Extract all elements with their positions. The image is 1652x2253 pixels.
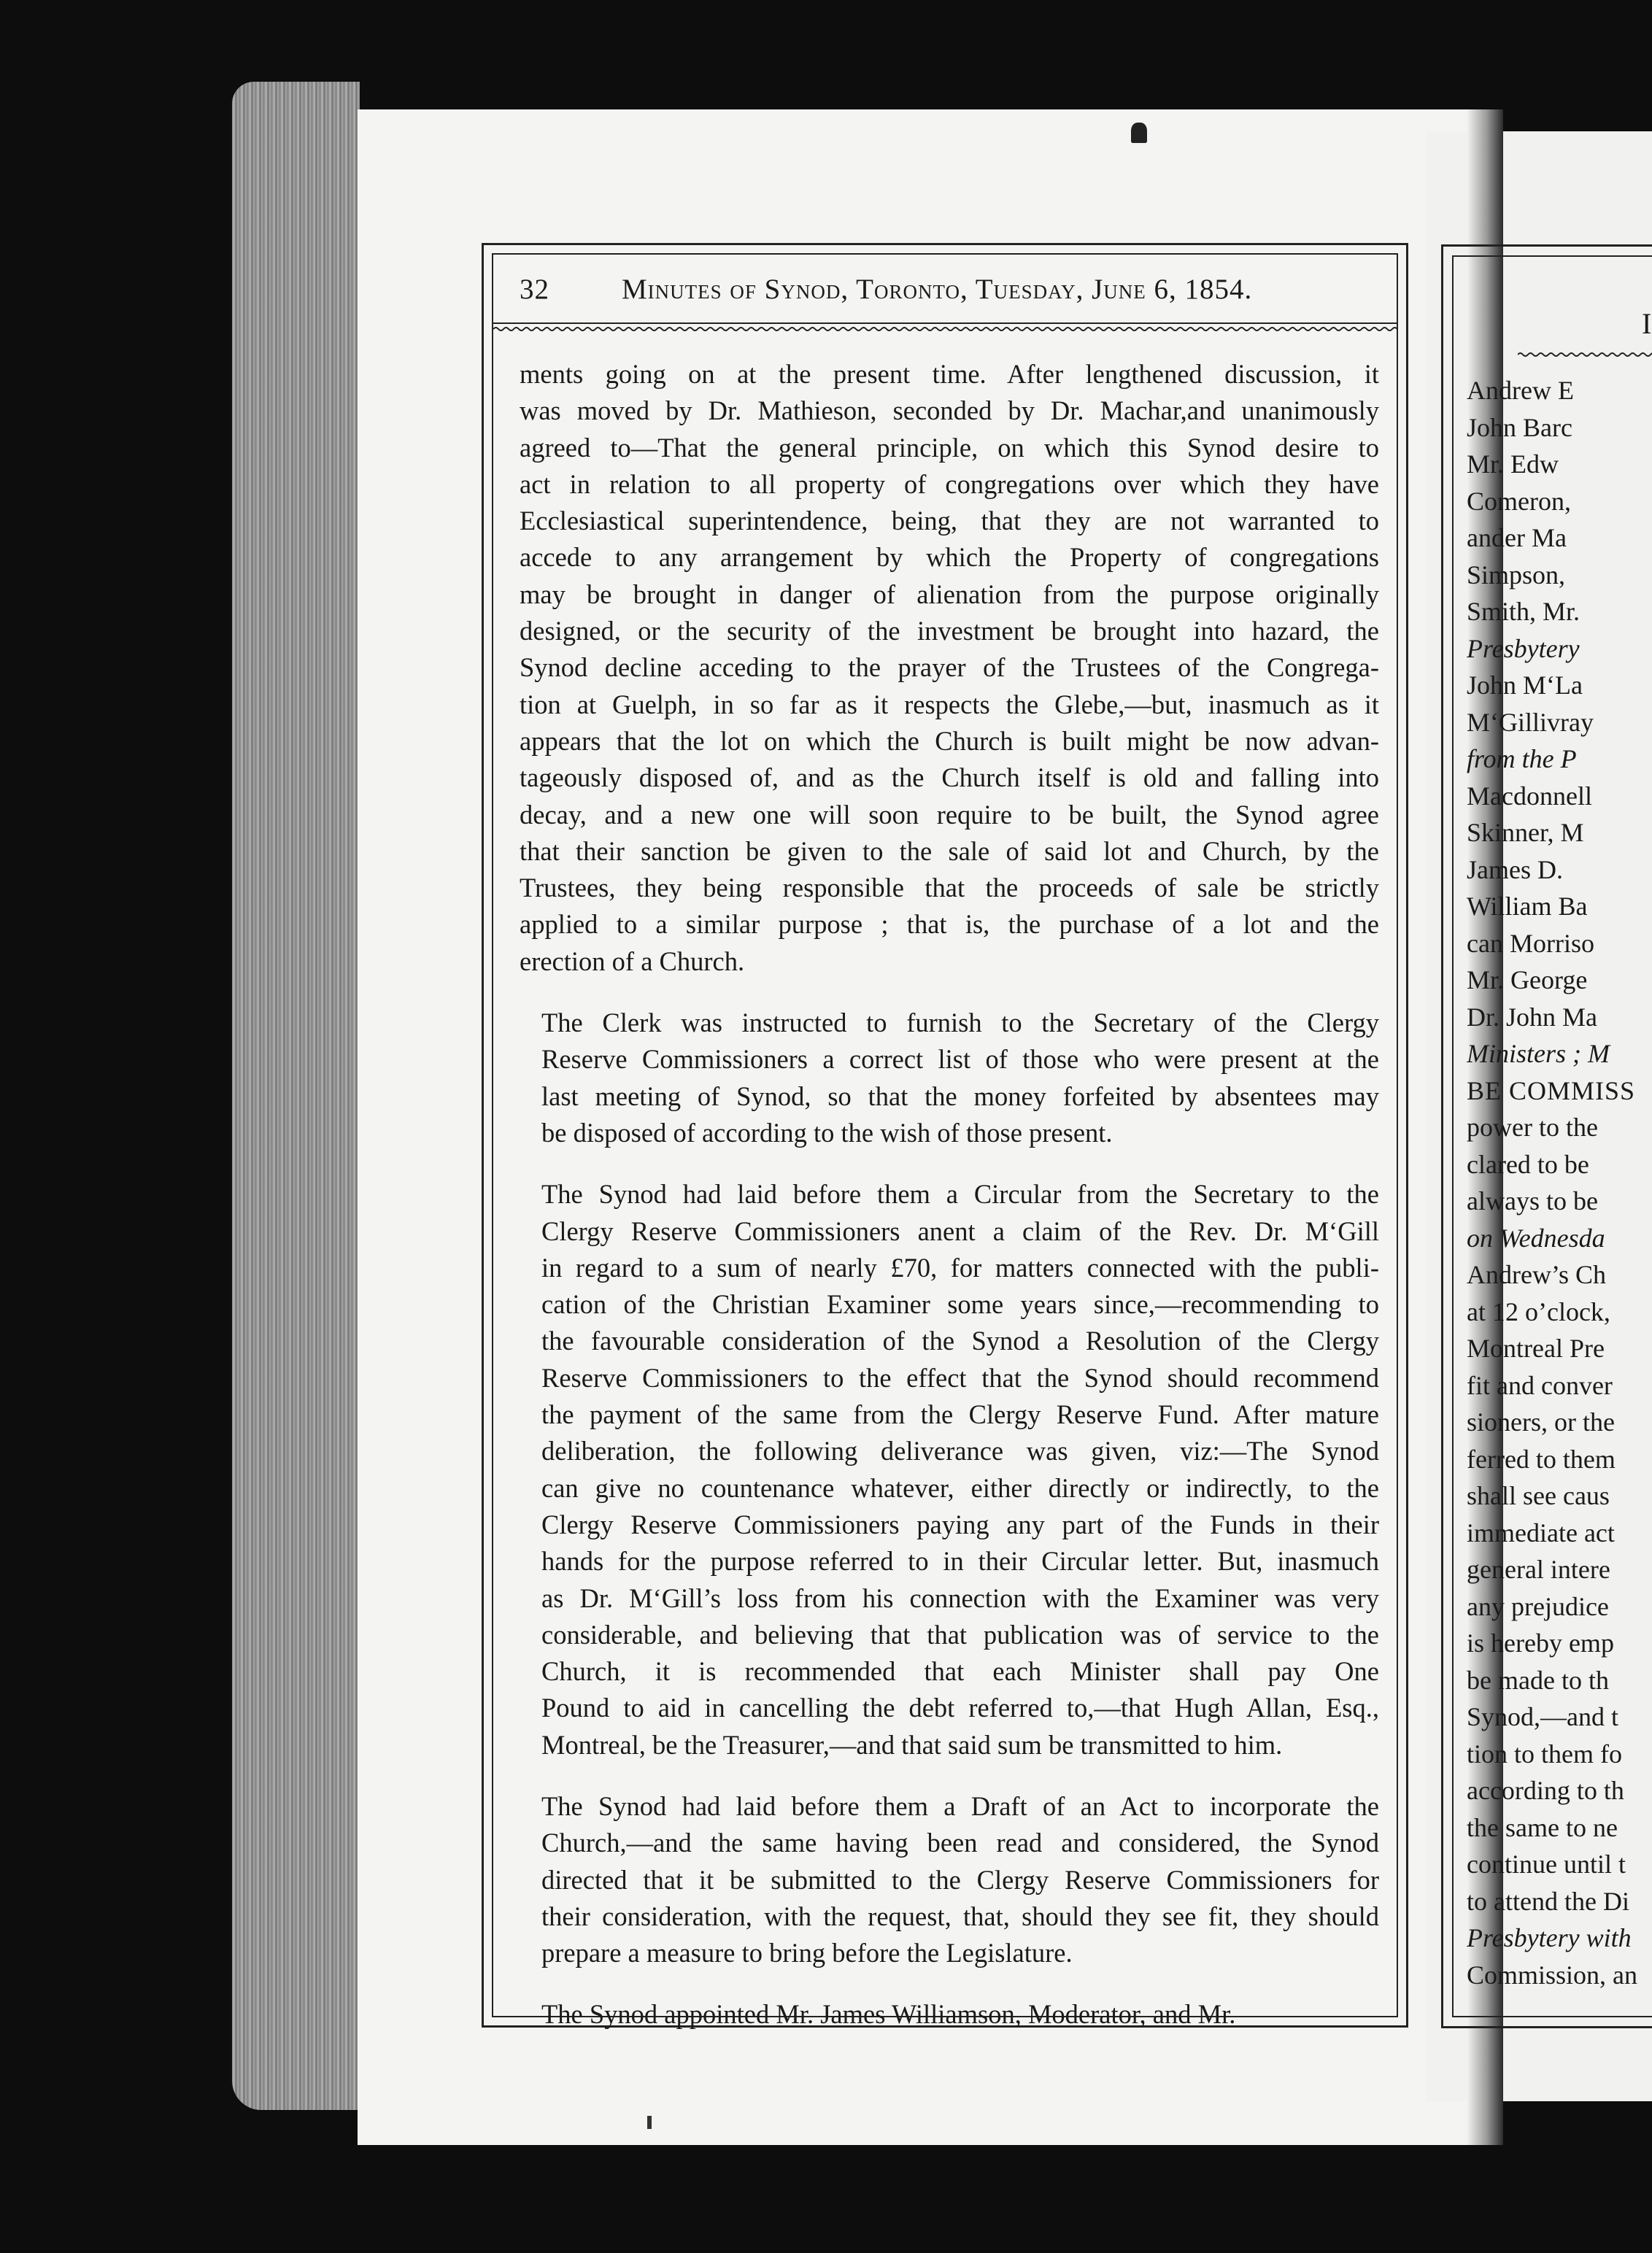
text-line: be disposed of according to the wish of those present. bbox=[541, 1117, 1113, 1148]
right-page-line: Smith, Mr. bbox=[1467, 597, 1580, 626]
right-page-line: John M‘La bbox=[1467, 671, 1583, 700]
right-wavy-rule bbox=[1518, 349, 1652, 360]
ink-blot bbox=[1131, 123, 1147, 143]
text-line: Reserve Commissioners a correct list of those who were present at the bbox=[541, 1044, 1379, 1075]
right-page-line: BE COMMISS bbox=[1467, 1075, 1636, 1105]
body-text bbox=[520, 356, 1379, 2058]
text-line: appears that the lot on which the Church is built might be now advan- bbox=[520, 725, 1379, 756]
text-line: their consideration, with the request, that, should they see fit, they should bbox=[541, 1901, 1379, 1931]
right-page-line: Comeron, bbox=[1467, 486, 1571, 516]
right-page-line: on Wednesda bbox=[1467, 1223, 1605, 1253]
right-page-line: Synod,—and t bbox=[1467, 1702, 1619, 1731]
right-page-line: at 12 o’clock, bbox=[1467, 1296, 1610, 1326]
text-line: Ecclesiastical superintendence, being, that they are not warranted to bbox=[520, 506, 1379, 536]
right-page-line: M‘Gillivray bbox=[1467, 707, 1594, 737]
right-page-line: immediate act bbox=[1467, 1518, 1615, 1547]
text-line: may be brought in danger of alienation from the purpose originally bbox=[520, 579, 1379, 609]
book-page-edges bbox=[232, 82, 360, 2110]
right-page-line: Simpson, bbox=[1467, 560, 1566, 590]
text-line: Trustees, they being responsible that the proceeds of sale be strictly bbox=[520, 873, 1379, 903]
right-page-line: be made to th bbox=[1467, 1665, 1609, 1695]
text-line: The Clerk was instructed to furnish to the Secretary of the Clergy bbox=[541, 1008, 1379, 1038]
text-line: erection of a Church. bbox=[520, 946, 745, 976]
paragraph bbox=[520, 356, 1379, 980]
text-line: prepare a measure to bring before the Legislature. bbox=[541, 1938, 1073, 1968]
text-line: tion at Guelph, in so far as it respects the Glebe,—but, inasmuch as it bbox=[520, 689, 1379, 719]
right-page-line: ander Ma bbox=[1467, 523, 1567, 552]
paragraph bbox=[520, 1005, 1379, 1151]
right-page-line: sioners, or the bbox=[1467, 1407, 1615, 1437]
text-line: Synod decline acceding to the prayer of the Trustees of the Congrega- bbox=[520, 652, 1379, 683]
text-line: Montreal, be the Treasurer,—and that said sum be transmitted to him. bbox=[541, 1729, 1283, 1760]
right-page-line: Macdonnell bbox=[1467, 781, 1592, 811]
right-page-line: general intere bbox=[1467, 1555, 1610, 1584]
ink-speck bbox=[647, 2116, 652, 2129]
page-number: 32 bbox=[520, 274, 549, 305]
right-page-line: John Barc bbox=[1467, 412, 1572, 442]
right-page-line: to attend the Di bbox=[1467, 1886, 1629, 1916]
paragraph bbox=[520, 1788, 1379, 1971]
text-line: agreed to—That the general principle, on which this Synod desire to bbox=[520, 432, 1379, 463]
text-line: Reserve Commissioners to the effect that the Synod should recommend bbox=[541, 1362, 1379, 1393]
text-line: The Synod had laid before them a Draft of an Act to incorporate the bbox=[541, 1790, 1379, 1821]
right-page-line: Andrew E bbox=[1467, 376, 1574, 405]
right-page-text bbox=[1467, 372, 1652, 1993]
right-page-line: Montreal Pre bbox=[1467, 1334, 1605, 1363]
text-line: was moved by Dr. Mathieson, seconded by Dr. Machar,and unanimously bbox=[520, 395, 1379, 426]
text-line: designed, or the security of the investment be brought into hazard, the bbox=[520, 616, 1379, 646]
text-line: directed that it be submitted to the Clergy Reserve Commissioners for bbox=[541, 1864, 1379, 1895]
right-page-head-fragment: I bbox=[1642, 307, 1652, 340]
text-line: Clergy Reserve Commissioners anent a claim of the Rev. Dr. M‘Gill bbox=[541, 1216, 1379, 1246]
text-line: ments going on at the present time. After lengthened discussion, it bbox=[520, 359, 1379, 389]
text-line: considerable, and believing that that publication was of service to the bbox=[541, 1619, 1379, 1650]
text-line: the payment of the same from the Clergy Reserve Fund. After mature bbox=[541, 1399, 1379, 1430]
wavy-rule bbox=[493, 321, 1397, 334]
right-page-line: according to th bbox=[1467, 1776, 1624, 1805]
text-line: Pound to aid in cancelling the debt referred to,—that Hugh Allan, Esq., bbox=[541, 1693, 1379, 1723]
text-line: accede to any arrangement by which the Property of congregations bbox=[520, 542, 1379, 573]
right-page-line: William Ba bbox=[1467, 892, 1588, 921]
text-line: applied to a similar purpose ; that is, the purchase of a lot and the bbox=[520, 909, 1379, 940]
right-page-line: continue until t bbox=[1467, 1850, 1626, 1879]
text-line: act in relation to all property of congregations over which they have bbox=[520, 468, 1379, 499]
right-page-line: Presbytery with bbox=[1467, 1923, 1632, 1952]
right-page-line: any prejudice bbox=[1467, 1591, 1609, 1621]
right-page-line: always to be bbox=[1467, 1186, 1598, 1216]
right-page-line: tion to them fo bbox=[1467, 1739, 1622, 1769]
right-page-line: is hereby emp bbox=[1467, 1628, 1614, 1658]
text-line: Church, it is recommended that each Minister shall pay One bbox=[541, 1656, 1379, 1687]
text-line: Clergy Reserve Commissioners paying any part of the Funds in their bbox=[541, 1509, 1379, 1539]
text-line: as Dr. M‘Gill’s loss from his connection with the Examiner was very bbox=[541, 1582, 1379, 1613]
paragraph bbox=[520, 1996, 1379, 2033]
text-line: The Synod had laid before them a Circular from the Secretary to the bbox=[541, 1179, 1379, 1210]
text-line: can give no countenance whatever, either directly or indirectly, to the bbox=[541, 1472, 1379, 1503]
text-line: that their sanction be given to the sale of said lot and Church, by the bbox=[520, 835, 1379, 866]
text-line: decay, and a new one will soon require to be built, the Synod agree bbox=[520, 799, 1379, 830]
right-page-line: from the P bbox=[1467, 744, 1577, 773]
text-line: cation of the Christian Examiner some years since,—recommending to bbox=[541, 1289, 1379, 1320]
right-page-line: Mr. Edw bbox=[1467, 449, 1559, 479]
right-page-line: Skinner, M bbox=[1467, 818, 1584, 847]
right-page-line: ferred to them bbox=[1467, 1444, 1616, 1474]
right-page-line: the same to ne bbox=[1467, 1812, 1618, 1842]
running-title: Minutes of Synod, Toronto, Tuesday, June 6, 1854. bbox=[622, 274, 1253, 305]
right-page-line: Commission, an bbox=[1467, 1960, 1638, 1990]
right-page-line: fit and conver bbox=[1467, 1370, 1613, 1400]
right-page-line: Ministers ; M bbox=[1467, 1039, 1610, 1068]
text-line: last meeting of Synod, so that the money forfeited by absentees may bbox=[541, 1081, 1379, 1111]
right-page-line: clared to be bbox=[1467, 1149, 1589, 1179]
paragraph bbox=[520, 1176, 1379, 1763]
text-line: Church,—and the same having been read and considered, the Synod bbox=[541, 1828, 1379, 1858]
text-line: hands for the purpose referred to in their Circular letter. But, inasmuch bbox=[541, 1546, 1379, 1577]
text-line: The Synod appointed Mr. James Williamson, Moderator, and Mr. bbox=[541, 1999, 1236, 2030]
right-page-line: shall see caus bbox=[1467, 1481, 1610, 1510]
text-line: in regard to a sum of nearly £70, for matters connected with the publi- bbox=[541, 1252, 1379, 1283]
right-page-line: Mr. George bbox=[1467, 965, 1588, 994]
running-head bbox=[511, 267, 1386, 311]
text-line: deliberation, the following deliverance was given, viz:—The Synod bbox=[541, 1436, 1379, 1466]
text-line: tageously disposed of, and as the Church itself is old and falling into bbox=[520, 762, 1379, 793]
right-page-line: Presbytery bbox=[1467, 633, 1580, 663]
text-line: the favourable consideration of the Synod a Resolution of the Clergy bbox=[541, 1326, 1379, 1356]
right-page-line: Dr. John Ma bbox=[1467, 1002, 1597, 1032]
right-page-line: power to the bbox=[1467, 1113, 1598, 1142]
right-page-line: can Morriso bbox=[1467, 928, 1594, 958]
right-page-line: James D. bbox=[1467, 854, 1563, 884]
right-page-line: Andrew’s Ch bbox=[1467, 1260, 1606, 1289]
